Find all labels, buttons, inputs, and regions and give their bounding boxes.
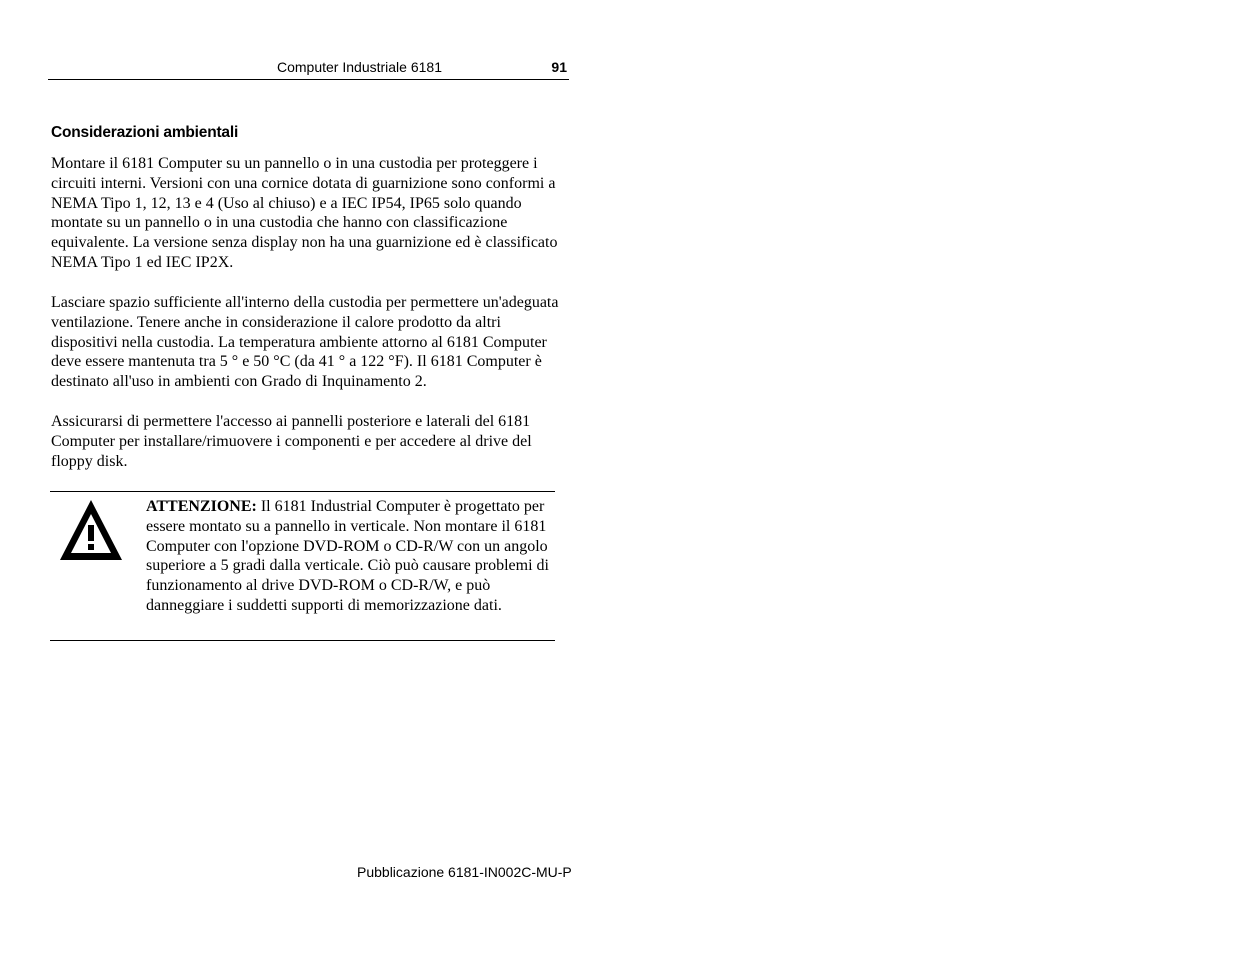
warning-message: Il 6181 Industrial Computer è progettato per essere montato su a pannello in verticale. Non montare il 6181 Computer con l'opzione DVD-ROM o CD-R/W con un angolo superiore a 5 gradi dalla verticale. Ciò può causare problemi di funzionamento al drive DVD-ROM o CD-R/W, e può danneggiare i suddetti supporti di memorizzazione dati.	[146, 498, 549, 614]
warning-label: ATTENZIONE:	[146, 498, 257, 515]
header-title: Computer Industriale 6181	[277, 59, 442, 75]
publication-footer: Pubblicazione 6181-IN002C-MU-P	[357, 864, 572, 880]
warning-text	[146, 497, 554, 616]
section-title: Considerazioni ambientali	[51, 124, 239, 141]
warning-triangle-icon	[58, 497, 124, 563]
paragraph-mounting: Montare il 6181 Computer su un pannello o in una custodia per proteggere i circuiti interni. Versioni con una cornice dotata di guarnizione sono conformi a NEMA Tipo 1, 12, 13 e 4 (Uso al chiuso) e a IEC IP54, IP65 solo quando montate su un pannello o in una custodia che hanno con classificazione equivalente. La versione senza display non ha una guarnizione ed è classificato NEMA Tipo 1 ed IEC IP2X.	[51, 155, 558, 271]
page-number: 91	[551, 59, 567, 75]
page-header	[48, 58, 569, 80]
paragraph-access: Assicurarsi di permettere l'accesso ai pannelli posteriore e laterali del 6181 Computer per installare/rimuovere i componenti e per accedere al drive del floppy disk.	[51, 413, 532, 470]
warning-box	[50, 491, 555, 641]
paragraph-ventilation: Lasciare spazio sufficiente all'interno della custodia per permettere un'adeguata ventilazione. Tenere anche in considerazione il calore prodotto da altri dispositivi nella custodia. La temperatura ambiente attorno al 6181 Computer deve essere mantenuta tra 5 ° e 50 °C (da 41 ° a 122 °F). Il 6181 Computer è destinato all'uso in ambienti con Grado di Inquinamento 2.	[51, 294, 559, 391]
